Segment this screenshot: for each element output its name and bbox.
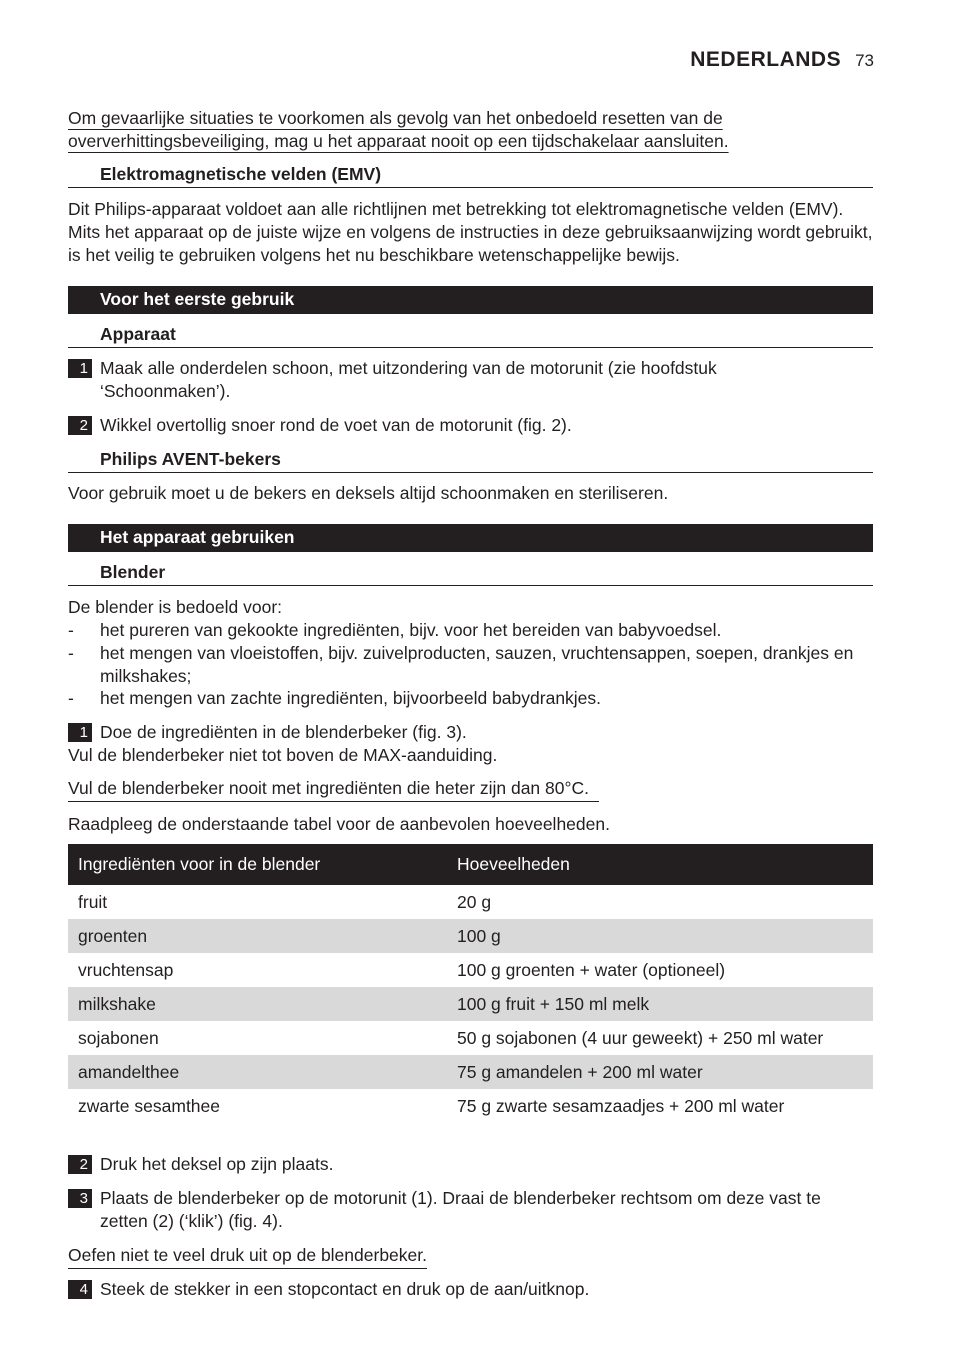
cups-heading: Philips AVENT-bekers — [68, 447, 873, 473]
blender-intro: De blender is bedoeld voor: — [68, 597, 283, 617]
step-number: 1 — [68, 359, 92, 378]
step-press-lid: 2 Druk het deksel op zijn plaats. — [68, 1153, 873, 1176]
section-using: Het apparaat gebruiken — [68, 524, 873, 552]
step-wind-cord: 2 Wikkel overtollig snoer rond de voet van de motorunit (fig. 2). — [68, 414, 873, 437]
step-number: 1 — [68, 723, 92, 742]
page-header — [690, 48, 874, 72]
table-row: groenten 100 g — [68, 919, 873, 953]
step-place-jar: 3 Plaats de blenderbeker op de motorunit (1). Draai de blenderbeker rechtsom om deze vast te zetten (2) (‘klik’) (fig. 4). — [68, 1187, 873, 1233]
pressure-warning: Oefen niet te veel druk uit op de blenderbeker. — [68, 1244, 427, 1269]
step-number: 2 — [68, 416, 92, 435]
emv-heading: Elektromagnetische velden (EMV) — [68, 162, 873, 188]
step-plug-in: 4 Steek de stekker in een stopcontact en druk op de aan/uitknop. — [68, 1278, 873, 1301]
table-row: zwarte sesamthee 75 g zwarte sesamzaadjes + 200 ml water — [78, 1095, 785, 1116]
list-item: - het mengen van vloeistoffen, bijv. zuivelproducten, sauzen, vruchtensappen, soepen, drankjes en milkshakes; — [68, 643, 854, 686]
list-item: - het pureren van gekookte ingrediënten, bijv. voor het bereiden van babyvoedsel. — [68, 620, 722, 640]
step-number: 4 — [68, 1280, 92, 1299]
emv-body: Dit Philips-apparaat voldoet aan alle richtlijnen met betrekking tot elektromagnetische velden (EMV). Mits het apparaat op de juiste wijze en volgens de instructies in deze gebruiksaanwijzing wordt gebruikt, is het veilig te gebruiken volgens het nu beschikbare wetenschappelijke bewijs. — [68, 199, 873, 265]
table-header-row — [68, 844, 873, 885]
section-first-use: Voor het eerste gebruik — [68, 286, 873, 314]
column-header-quantities: Hoeveelheden — [447, 844, 873, 885]
blender-heading: Blender — [68, 560, 873, 586]
appliance-heading: Apparaat — [68, 322, 873, 348]
page-number: 73 — [855, 51, 874, 70]
column-header-ingredients: Ingrediënten voor in de blender — [68, 844, 447, 885]
language-label: NEDERLANDS — [690, 48, 842, 71]
step-number: 3 — [68, 1189, 92, 1208]
table-row: amandelthee 75 g amandelen + 200 ml water — [68, 1055, 873, 1089]
table-row: sojabonen 50 g sojabonen (4 uur geweekt) + 250 ml water — [78, 1027, 824, 1048]
quantities-table — [68, 844, 873, 1123]
max-note: Vul de blenderbeker niet tot boven de MAX-aanduiding. — [68, 745, 498, 765]
table-row: vruchtensap 100 g groenten + water (optioneel) — [78, 959, 726, 980]
step-number: 2 — [68, 1155, 92, 1174]
step-add-ingredients: 1 Doe de ingrediënten in de blenderbeker (fig. 3). — [68, 721, 873, 744]
table-row: milkshake 100 g fruit + 150 ml melk — [68, 987, 873, 1021]
step-clean-parts: 1 Maak alle onderdelen schoon, met uitzondering van de motorunit (zie hoofdstuk ‘Schoonmaken’). — [68, 357, 873, 403]
table-intro: Raadpleeg de onderstaande tabel voor de aanbevolen hoeveelheden. — [68, 814, 610, 834]
cups-body: Voor gebruik moet u de bekers en deksels altijd schoonmaken en steriliseren. — [68, 483, 669, 503]
hot-warning: Vul de blenderbeker nooit met ingrediënten die heter zijn dan 80°C. — [68, 777, 599, 802]
table-row: fruit 20 g — [78, 891, 492, 912]
timer-warning: Om gevaarlijke situaties te voorkomen als gevolg van het onbedoeld resetten van de oververhittingsbeveiliging, mag u het apparaat nooit op een tijdschakelaar aansluiten. — [68, 108, 729, 151]
list-item: - het mengen van zachte ingrediënten, bijvoorbeeld babydrankjes. — [68, 688, 602, 708]
